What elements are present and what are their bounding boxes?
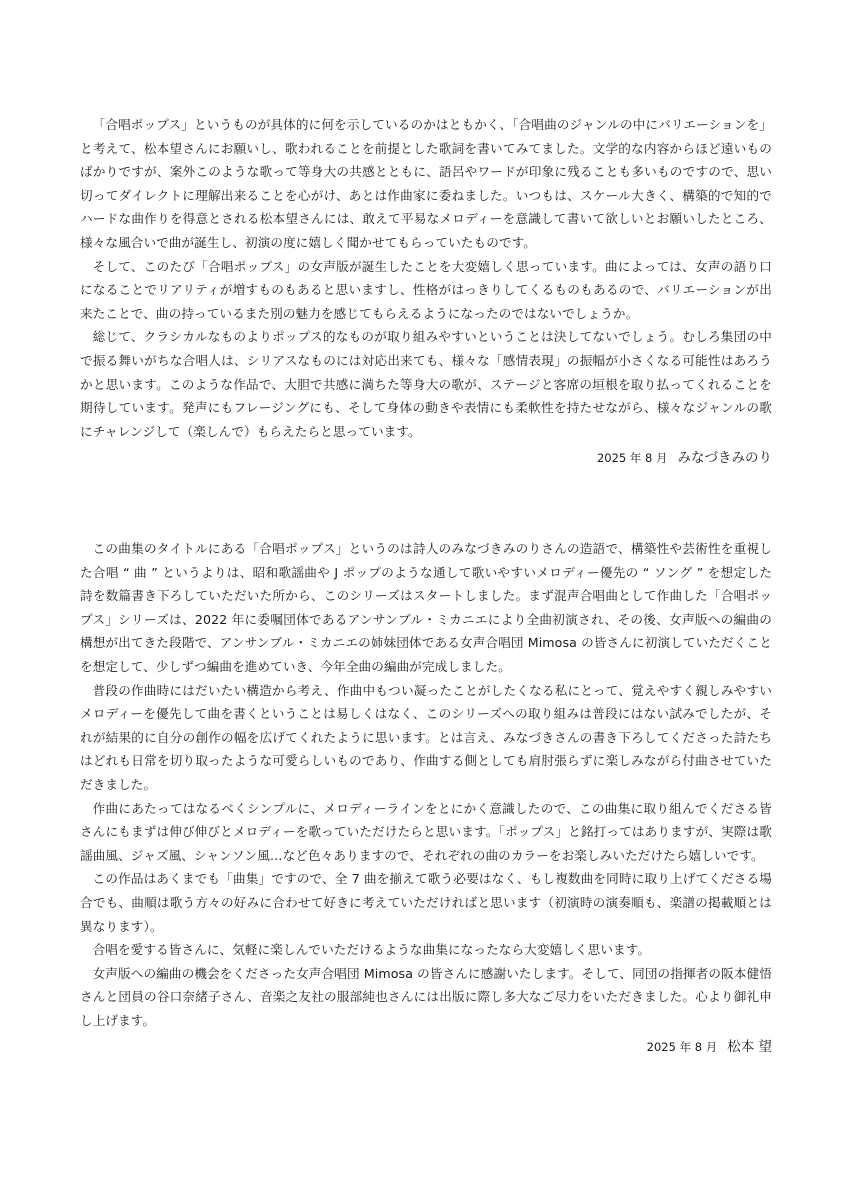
poet-afterword xyxy=(80,113,772,471)
paragraph: 総じて、クラシカルなものよりポップス的なものが取り組みやすいということは決してないでしょう。むしろ集団の中で振る舞いがちな合唱人は、シリアスなものには対応出来ても、様々な「感情表現」の振幅が小さくなる可能性はあろうかと思います。このような作品で、大胆で共感に満ちた等身大の歌が、ステージと客席の垣根を取り払ってくれることを期待しています。発声にもフレージングにも、そして身体の動きや表情にも柔軟性を持たせながら、様々なジャンルの歌にチャレンジして（楽しんで）もらえたらと思っています。 xyxy=(80,329,772,439)
paragraph: 女声版への編曲の機会をくださった女声合唱団 Mimosa の皆さんに感謝いたします。そして、同団の指揮者の阪本健悟さんと団員の谷口奈緒子さん、音楽之友社の服部純也さんには出版に際し多大なご尽力をいただきました。心より御礼申し上げます。 xyxy=(80,965,772,1028)
signature-date: 2025 年 8 月 xyxy=(596,451,668,466)
composer-afterword xyxy=(80,537,772,1060)
paragraph: この曲集のタイトルにある「合唱ポップス」というのは詩人のみなづきみのりさんの造語で、構築性や芸術性を重視した合唱 “ 曲 ” というよりは、昭和歌謡曲や J ポップのような通して歌いやすいメロディー優先の “ ソング ” を想定した詩を数篇書き下ろしていただいた所から、このシリーズはスタートしました。まず混声合唱曲として作曲した「合唱ポップス」シリーズは、2022 年に委嘱団体であるアンサンブル・ミカニエにより全曲初演され、その後、女声版への編曲の構想が出てきた段階で、アンサンブル・ミカニエの姉妹団体である女声合唱団 Mimosa の皆さんに初演していただくことを想定して、少しずつ編曲を進めていき、今年全曲の編曲が完成しました。 xyxy=(80,541,772,674)
paragraph: 普段の作曲時にはだいたい構造から考え、作曲中もつい凝ったことがしたくなる私にとって、覚えやすく親しみやすいメロディーを優先して曲を書くということは易しくはなく、このシリーズへの取り組みは普段にはない試みでしたが、それが結果的に自分の創作の幅を広げてくれたように思います。とは言え、みなづきさんの書き下ろしてくださった詩たちはどれも日常を切り取ったような可愛らしいものであり、作曲する側としても肩肘張らずに楽しみながら付曲させていただきました。 xyxy=(80,682,772,792)
paragraph: 作曲にあたってはなるべくシンプルに、メロディーラインをとにかく意識したので、この曲集に取り組んでくださる皆さんにもまずは伸び伸びとメロディーを歌っていただけたらと思います。「ポップス」と銘打ってはありますが、実際は歌謡曲風、ジャズ風、シャンソン風…など色々ありますので、それぞれの曲のカラーをお楽しみいただけたら嬉しいです。 xyxy=(80,800,772,863)
paragraph: 「合唱ポップス」というものが具体的に何を示しているのかはともかく、「合唱曲のジャンルの中にバリエーションを」と考えて、松本望さんにお願いし、歌われることを前提とした歌詞を書いてみてました。文学的な内容からほど遠いものばかりですが、案外このような歌って等身大の共感とともに、語呂やワードが印象に残ることも多いものですので、思い切ってダイレクトに理解出来ることを心がけ、あとは作曲家に委ねました。いつもは、スケール大きく、構築的で知的でハードな曲作りを得意とされる松本望さんには、敢えて平易なメロディーを意識して書いて欲しいとお願いしたところ、様々な風合いで曲が誕生し、初演の度に嬉しく聞かせてもらっていたものです。 xyxy=(80,117,772,250)
signature-date: 2025 年 8 月 xyxy=(646,1040,718,1055)
paragraph: この作品はあくまでも「曲集」ですので、全 7 曲を揃えて歌う必要はなく、もし複数曲を同時に取り上げてくださる場合でも、曲順は歌う方々の好みに合わせて好きに考えていただければと思います（初演時の演奏順も、楽譜の掲載順とは異なります）。 xyxy=(80,871,772,934)
signature-name: 松本 望 xyxy=(727,1039,772,1056)
signature-name: みなづきみのり xyxy=(677,450,772,467)
paragraph: 合唱を愛する皆さんに、気軽に楽しんでいただけるような曲集になったなら大変嬉しく思います。 xyxy=(92,942,651,958)
signature xyxy=(80,1034,772,1060)
signature xyxy=(80,445,772,471)
paragraph: そして、このたび「合唱ポップス」の女声版が誕生したことを大変嬉しく思っています。曲によっては、女声の語り口になることでリアリティが増すものもあると思いますし、性格がはっきりしてくるものもあるので、バリエーションが出来たことで、曲の持っているまた別の魅力を感じてもらえるようになったのではないでしょうか。 xyxy=(80,258,772,321)
